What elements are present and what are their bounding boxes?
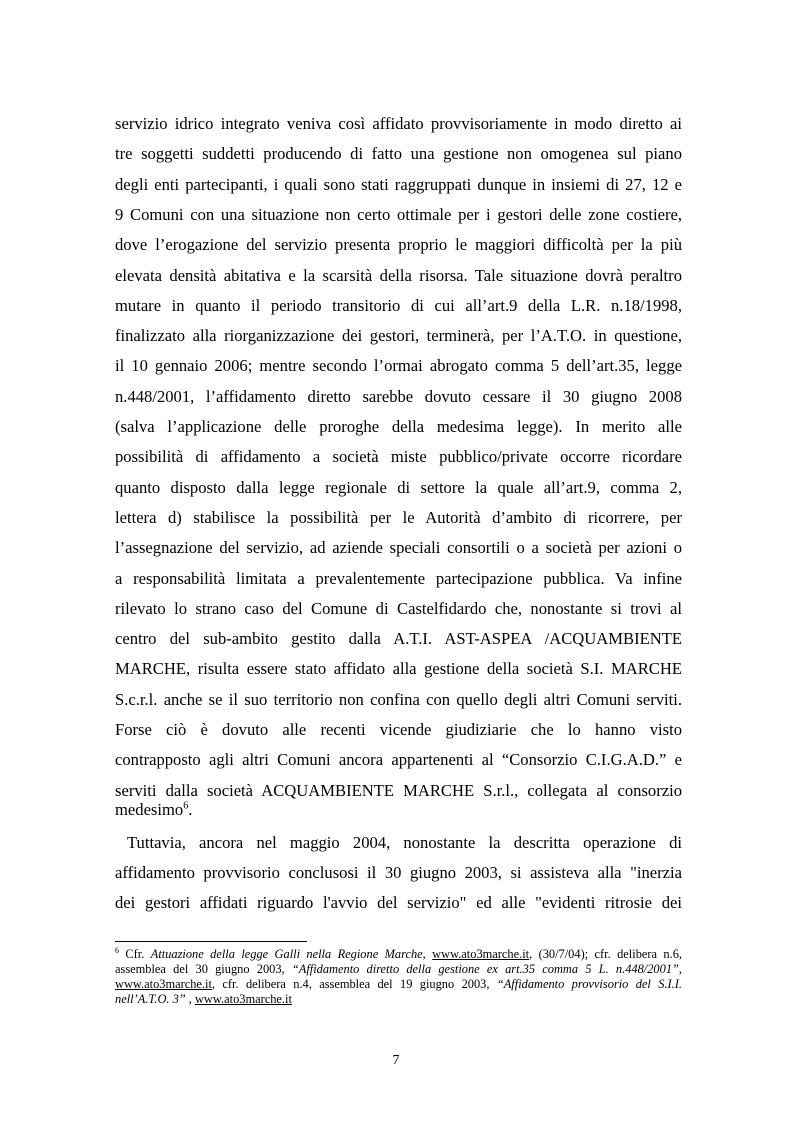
body-line: centro del sub-ambito gestito dalla A.T.I. AST-ASPEA /ACQUAMBIENTE — [115, 629, 682, 649]
footnote-line-1 — [115, 947, 682, 962]
footnote-text: assemblea del 30 giugno 2003, — [115, 962, 292, 976]
body-line: lettera d) stabilisce la possibilità per le Autorità d’ambito di ricorrere, per — [115, 507, 682, 527]
body-line: S.c.r.l. anche se il suo territorio non confina con quello degli altri Comuni serviti. — [115, 689, 682, 709]
body-line: quanto disposto dalla legge regionale di settore la quale all’art.9, comma 2, — [115, 477, 682, 497]
body-line-closing — [115, 800, 682, 820]
footnote-line-2 — [115, 962, 682, 977]
body-line: 9 Comuni con una situazione non certo ottimale per i gestori delle zone costiere, — [115, 204, 682, 224]
body-line: finalizzato alla riorganizzazione dei gestori, terminerà, per l’A.T.O. in questione, — [115, 326, 682, 346]
footnote-link[interactable]: www.ato3marche.it — [432, 947, 530, 961]
body-line: possibilità di affidamento a società miste pubblico/private occorre ricordare — [115, 447, 682, 467]
closing-punct: . — [188, 800, 193, 819]
body-line: Forse ciò è dovuto alle recenti vicende giudiziarie che lo hanno visto — [115, 720, 682, 739]
footnote-title: “Affidamento diretto della gestione ex art.35 comma 5 L. n.448/2001”, — [291, 962, 683, 976]
body-line: tre soggetti suddetti producendo di fatto una gestione non omogenea sul piano — [115, 144, 682, 164]
footnote-text: , (30/7/04); cfr. delibera n.6, — [529, 947, 682, 961]
body-line: (salva l’applicazione delle proroghe della medesima legge). In merito alle — [115, 417, 682, 436]
footnote-separator — [115, 941, 307, 942]
body-line: MARCHE, risulta essere stato affidato alla gestione della società S.I. MARCHE — [115, 659, 682, 679]
body-line: contrapposto agli altri Comuni ancora appartenenti al “Consorzio C.I.G.A.D.” e — [115, 750, 682, 770]
body-line: serviti dalla società ACQUAMBIENTE MARCHE S.r.l., collegata al consorzio — [115, 780, 682, 800]
footnote-link[interactable]: www.ato3marche.it — [115, 977, 212, 991]
paragraph2-line-3: dei gestori affidati riguardo l'avvio del servizio" ed alle "evidenti ritrosie dei — [115, 893, 682, 912]
footnote-text: , — [188, 992, 195, 1006]
footnote-title: Attuazione della legge Galli nella Regione Marche, — [150, 947, 426, 961]
page-number: 7 — [392, 1053, 400, 1068]
body-line: mutare in quanto il periodo transitorio di cui all’art.9 della L.R. n.18/1998, — [115, 295, 682, 315]
body-line: servizio idrico integrato veniva così affidato provvisoriamente in modo diretto ai — [115, 114, 682, 133]
body-line: a responsabilità limitata a prevalentemente partecipazione pubblica. Va infine — [115, 568, 682, 588]
body-line: il 10 gennaio 2006; mentre secondo l’ormai abrogato comma 5 dell’art.35, legge — [115, 356, 682, 376]
footnote-number: 6 — [115, 945, 119, 955]
closing-word: medesimo — [115, 800, 184, 819]
footnote-title: “Affidamento provvisorio del S.I.I. — [496, 977, 682, 991]
footnote-link[interactable]: www.ato3marche.it — [194, 992, 292, 1006]
footnote-ref[interactable]: 6 — [183, 800, 189, 812]
footnote-title: nell’A.T.O. 3” — [115, 992, 189, 1006]
footnote-text: Cfr. — [125, 947, 151, 961]
body-line: elevata densità abitativa e la scarsità della risorsa. Tale situazione dovrà peraltro — [115, 265, 682, 285]
body-line: n.448/2001, l’affidamento diretto sarebbe dovuto cessare il 30 giugno 2008 — [115, 386, 682, 406]
body-line: rilevato lo strano caso del Comune di Castelfidardo che, nonostante si trovi al — [115, 598, 682, 618]
body-line: degli enti partecipanti, i quali sono stati raggruppati dunque in insiemi di 27, 12 e — [115, 174, 682, 194]
paragraph2-line-1: Tuttavia, ancora nel maggio 2004, nonostante la descritta operazione di — [127, 833, 682, 852]
body-line: l’assegnazione del servizio, ad aziende speciali consortili o a società per azioni o — [115, 538, 682, 558]
body-line: dove l’erogazione del servizio presenta proprio le maggiori difficoltà per la più — [115, 235, 682, 255]
footnote-line-4 — [115, 992, 682, 1007]
paragraph2-line-2: affidamento provvisorio conclusosi il 30 giugno 2003, si assisteva alla "inerzia — [115, 863, 682, 882]
footnote-text: , cfr. delibera n.4, assemblea del 19 giugno 2003, — [211, 977, 497, 991]
footnote-line-3 — [115, 977, 682, 992]
